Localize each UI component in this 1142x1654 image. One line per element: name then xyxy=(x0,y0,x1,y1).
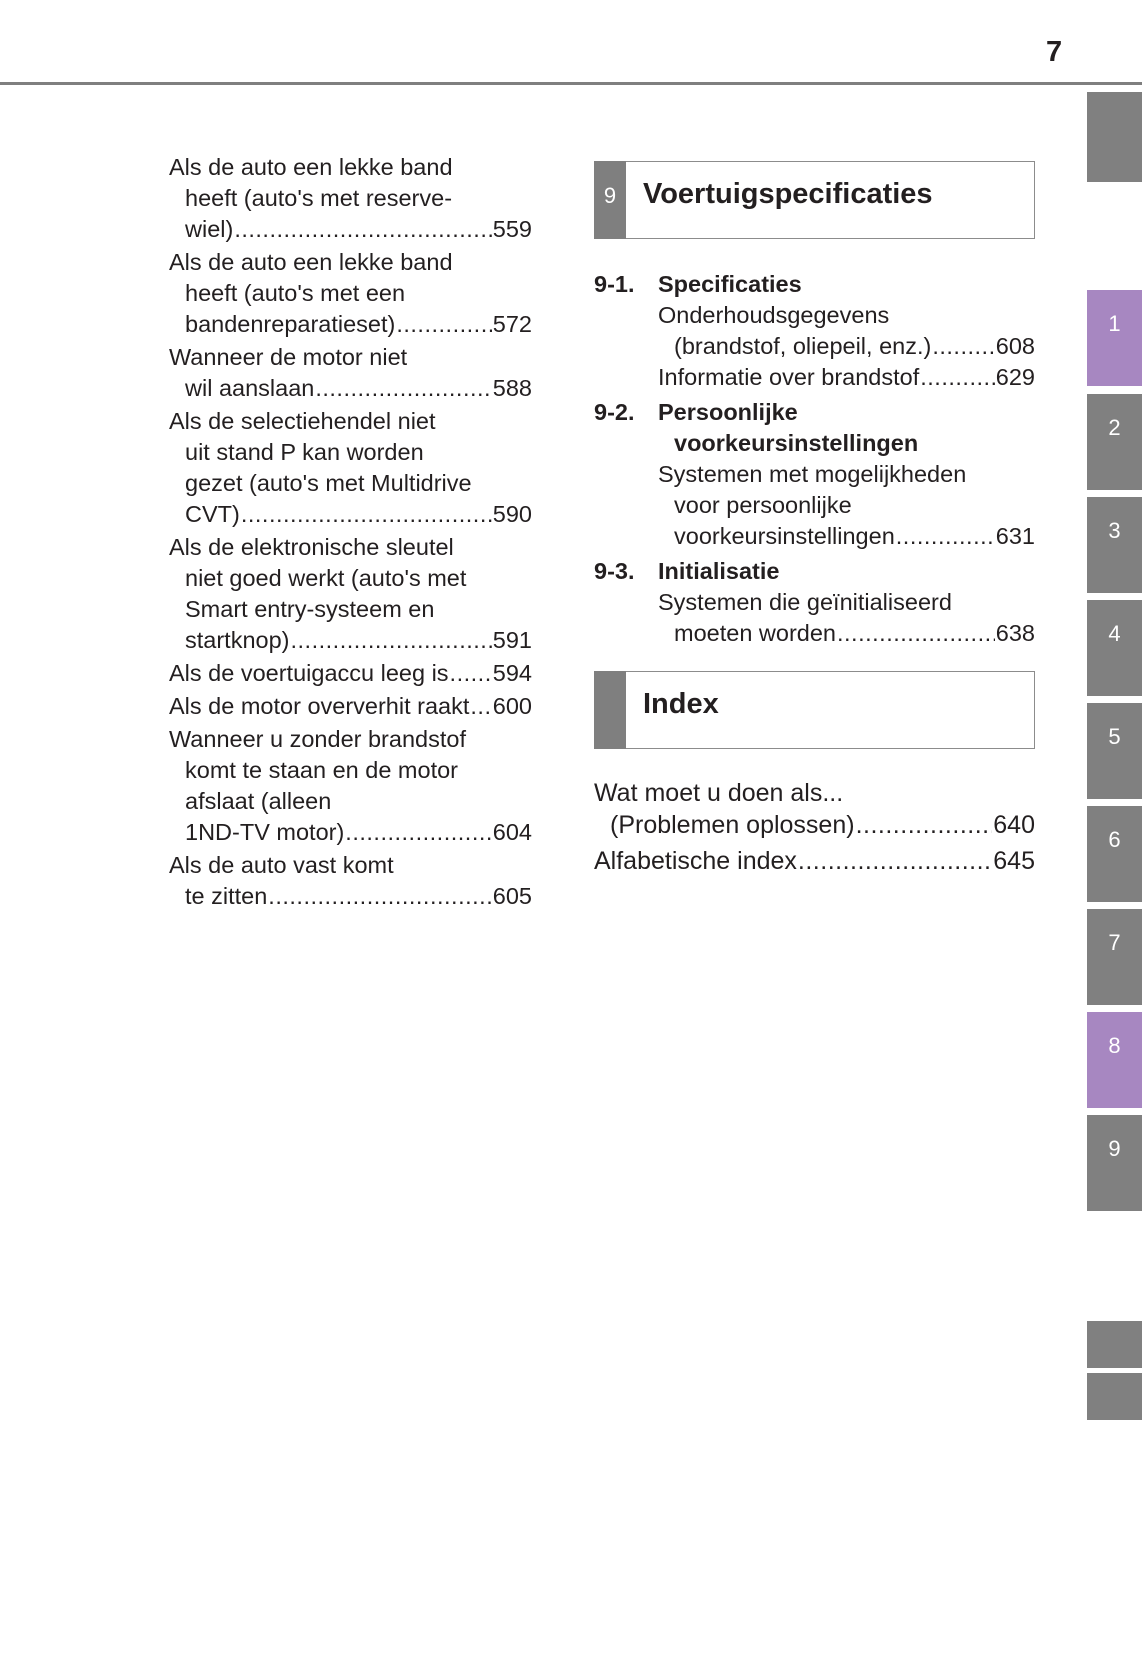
toc-page-number: 572 xyxy=(492,311,532,337)
section-heading[interactable] xyxy=(594,556,1037,587)
toc-entry-text: afslaat (alleen xyxy=(185,788,332,814)
toc-page-number: 631 xyxy=(995,523,1035,549)
toc-entry-text: wil aanslaan xyxy=(185,375,315,401)
side-tab-chapter-6[interactable]: 6 xyxy=(1087,806,1142,902)
toc-entry[interactable] xyxy=(169,152,532,245)
toc-entry-text: Als de auto vast komt xyxy=(169,852,394,878)
index-entry-text: (Problemen oplossen) xyxy=(610,811,855,839)
toc-entry-text: Systemen die geïnitialiseerd xyxy=(658,589,952,615)
toc-entry[interactable] xyxy=(169,342,532,404)
toc-page-number: 594 xyxy=(492,660,532,686)
chapter-9-header[interactable] xyxy=(594,161,1035,239)
toc-entry-text: Informatie over brandstof xyxy=(658,364,920,390)
dot-leader xyxy=(241,499,492,530)
section-number: 9-1. xyxy=(594,271,635,297)
toc-entry[interactable] xyxy=(169,850,532,912)
chapter-9-number: 9 xyxy=(594,161,626,239)
toc-entry-text: Als de elektronische sleutel xyxy=(169,534,454,560)
section-title: voorkeursinstellingen xyxy=(674,430,919,456)
section-number: 9-2. xyxy=(594,399,635,425)
section-number: 9-3. xyxy=(594,558,635,584)
toc-entry[interactable] xyxy=(658,587,1037,649)
side-tab-chapter-3[interactable]: 3 xyxy=(1087,497,1142,593)
section-title: Specificaties xyxy=(658,271,802,297)
toc-entry-text: Als de motor oververhit raakt xyxy=(169,693,470,719)
index-page-number: 645 xyxy=(993,847,1035,875)
toc-entry-text: CVT) xyxy=(185,501,240,527)
toc-page-number: 600 xyxy=(492,693,532,719)
toc-entry-text: voorkeursinstellingen xyxy=(674,523,895,549)
toc-page-number: 638 xyxy=(995,620,1035,646)
toc-page-number: 608 xyxy=(995,333,1035,359)
toc-entry[interactable] xyxy=(169,691,532,722)
side-tab-chapter-8[interactable]: 8 xyxy=(1087,1012,1142,1108)
side-tab-chapter-5[interactable]: 5 xyxy=(1087,703,1142,799)
side-tab-blank[interactable] xyxy=(1087,92,1142,182)
side-tab-chapter-9[interactable]: 9 xyxy=(1087,1115,1142,1211)
toc-section xyxy=(594,556,1037,649)
section-heading[interactable] xyxy=(594,397,1037,428)
dot-leader xyxy=(837,618,995,649)
index-entries xyxy=(594,777,1037,877)
dot-leader xyxy=(450,658,492,689)
toc-entry-text: Als de selectiehendel niet xyxy=(169,408,436,434)
toc-entry-text: (brandstof, oliepeil, enz.) xyxy=(674,333,932,359)
side-tab-chapter-1[interactable]: 1 xyxy=(1087,290,1142,386)
toc-entry-text: te zitten xyxy=(185,883,268,909)
toc-entry[interactable] xyxy=(658,362,1037,393)
toc-entry-text: niet goed werkt (auto's met xyxy=(185,565,467,591)
toc-entry[interactable] xyxy=(169,724,532,848)
toc-entry-text: gezet (auto's met Multidrive xyxy=(185,470,472,496)
toc-page-number: 559 xyxy=(492,216,532,242)
dot-leader xyxy=(896,521,995,552)
toc-entry[interactable] xyxy=(169,406,532,530)
side-tab-blank[interactable] xyxy=(1087,1373,1142,1420)
section-title: Persoonlijke xyxy=(658,399,798,425)
index-entry-text: Alfabetische index xyxy=(594,847,797,875)
dot-leader xyxy=(470,691,491,722)
dot-leader xyxy=(396,309,491,340)
index-tab xyxy=(594,671,626,749)
toc-page-number: 588 xyxy=(492,375,532,401)
toc-entry-text: moeten worden xyxy=(674,620,836,646)
index-entry[interactable] xyxy=(594,777,1037,841)
toc-entry-text: Wanneer de motor niet xyxy=(169,344,408,370)
toc-entry-text: bandenreparatieset) xyxy=(185,311,396,337)
dot-leader xyxy=(268,881,491,912)
dot-leader xyxy=(856,809,993,841)
index-title: Index xyxy=(643,688,719,720)
toc-entry[interactable] xyxy=(169,658,532,689)
index-entry[interactable] xyxy=(594,845,1037,877)
dot-leader xyxy=(315,373,491,404)
section-number xyxy=(594,428,658,459)
toc-page-number: 590 xyxy=(492,501,532,527)
dot-leader xyxy=(234,214,491,245)
toc-entry-text: startknop) xyxy=(185,627,290,653)
side-tab-chapter-7[interactable]: 7 xyxy=(1087,909,1142,1005)
toc-entry[interactable] xyxy=(658,300,1037,362)
section-title: Initialisatie xyxy=(658,558,780,584)
toc-entry-text: Onderhoudsgegevens xyxy=(658,302,890,328)
side-tab-chapter-4[interactable]: 4 xyxy=(1087,600,1142,696)
toc-right-column xyxy=(594,161,1037,881)
toc-page-number: 605 xyxy=(492,883,532,909)
toc-entry[interactable] xyxy=(658,459,1037,552)
toc-entry-text: komt te staan en de motor xyxy=(185,757,459,783)
chapter-9-sections xyxy=(594,269,1037,649)
toc-entry-text: Smart entry-systeem en xyxy=(185,596,435,622)
toc-entry-text: heeft (auto's met reserve- xyxy=(185,185,453,211)
toc-left-column xyxy=(169,152,532,914)
dot-leader xyxy=(798,845,992,877)
dot-leader xyxy=(932,331,994,362)
toc-section xyxy=(594,397,1037,552)
toc-entry-text: Systemen met mogelijkheden xyxy=(658,461,967,487)
dot-leader xyxy=(291,625,492,656)
toc-page-number: 604 xyxy=(492,819,532,845)
toc-entry-text: wiel) xyxy=(185,216,234,242)
header-rule xyxy=(0,82,1142,85)
toc-entry-text: heeft (auto's met een xyxy=(185,280,406,306)
page-number: 7 xyxy=(1046,36,1063,68)
toc-entry-text: uit stand P kan worden xyxy=(185,439,424,465)
toc-entry-text: 1ND-TV motor) xyxy=(185,819,345,845)
section-heading[interactable] xyxy=(594,269,1037,300)
toc-entry-text: Als de voertuigaccu leeg is xyxy=(169,660,449,686)
section-heading[interactable] xyxy=(594,428,1037,459)
index-header[interactable] xyxy=(594,671,1035,749)
dot-leader xyxy=(920,362,995,393)
index-page-number: 640 xyxy=(993,811,1035,839)
side-tab-blank[interactable] xyxy=(1087,1321,1142,1368)
index-entry-text: Wat moet u doen als... xyxy=(594,779,844,807)
chapter-9-title: Voertuigspecificaties xyxy=(643,178,933,210)
toc-page-number: 629 xyxy=(995,364,1035,390)
toc-entry-text: Als de auto een lekke band xyxy=(169,249,453,275)
toc-entry[interactable] xyxy=(169,247,532,340)
toc-entry[interactable] xyxy=(169,532,532,656)
side-tab-chapter-2[interactable]: 2 xyxy=(1087,394,1142,490)
toc-entry-text: Wanneer u zonder brandstof xyxy=(169,726,466,752)
toc-entry-text: Als de auto een lekke band xyxy=(169,154,453,180)
dot-leader xyxy=(345,817,491,848)
toc-entry-text: voor persoonlijke xyxy=(674,492,852,518)
toc-page-number: 591 xyxy=(492,627,532,653)
toc-section xyxy=(594,269,1037,393)
